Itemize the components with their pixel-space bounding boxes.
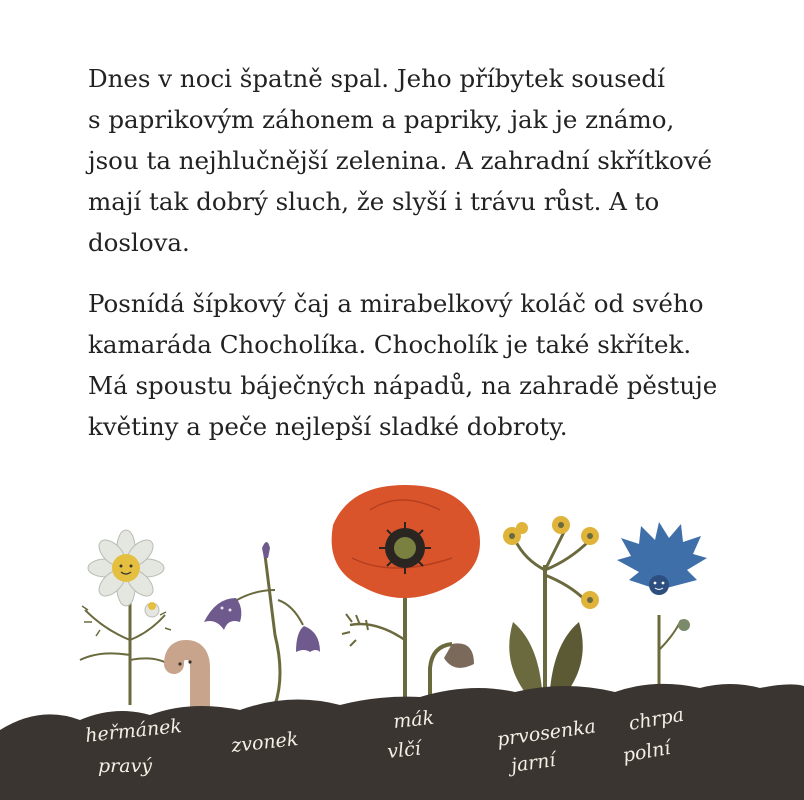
text-line: Má spoustu báječných nápadů, na zahradě pěstuje: [88, 371, 718, 400]
text-line: s paprikovým záhonem a papriky, jak je známo,: [88, 105, 675, 134]
poppy-icon: [332, 485, 480, 720]
label-line: pravý: [98, 755, 153, 777]
paragraph-2: [88, 283, 748, 447]
text-line: květiny a peče nejlepší sladké dobroty.: [88, 412, 568, 441]
text-line: doslova.: [88, 228, 190, 257]
text-line: jsou ta nejhlučnější zelenina. A zahradní skřítkové: [88, 146, 713, 175]
text-line: kamaráda Chocholíka. Chocholík je také skřítek.: [88, 330, 692, 359]
chamomile-icon: [80, 530, 171, 705]
paragraph-1: [88, 58, 748, 263]
label-line: vlčí: [386, 737, 422, 763]
label-line: polní: [621, 736, 673, 767]
flower-illustration: [0, 470, 804, 800]
bellflower-icon: [204, 542, 320, 705]
label-line: chrpa: [627, 703, 686, 735]
primrose-icon: [503, 516, 599, 715]
text-line: Posnídá šípkový čaj a mirabelkový koláč od svého: [88, 289, 704, 318]
label-line: jarní: [509, 748, 557, 777]
text-line: Dnes v noci špatně spal. Jeho příbytek sousedí: [88, 64, 665, 93]
cornflower-icon: [617, 522, 707, 710]
label-line: prvosenka: [495, 715, 598, 751]
label-line: zvonek: [230, 728, 300, 757]
story-text: [88, 58, 748, 467]
label-line: mák: [392, 706, 436, 733]
label-line: heřmánek: [84, 714, 183, 747]
text-line: mají tak dobrý sluch, že slyší i trávu růst. A to: [88, 187, 660, 216]
